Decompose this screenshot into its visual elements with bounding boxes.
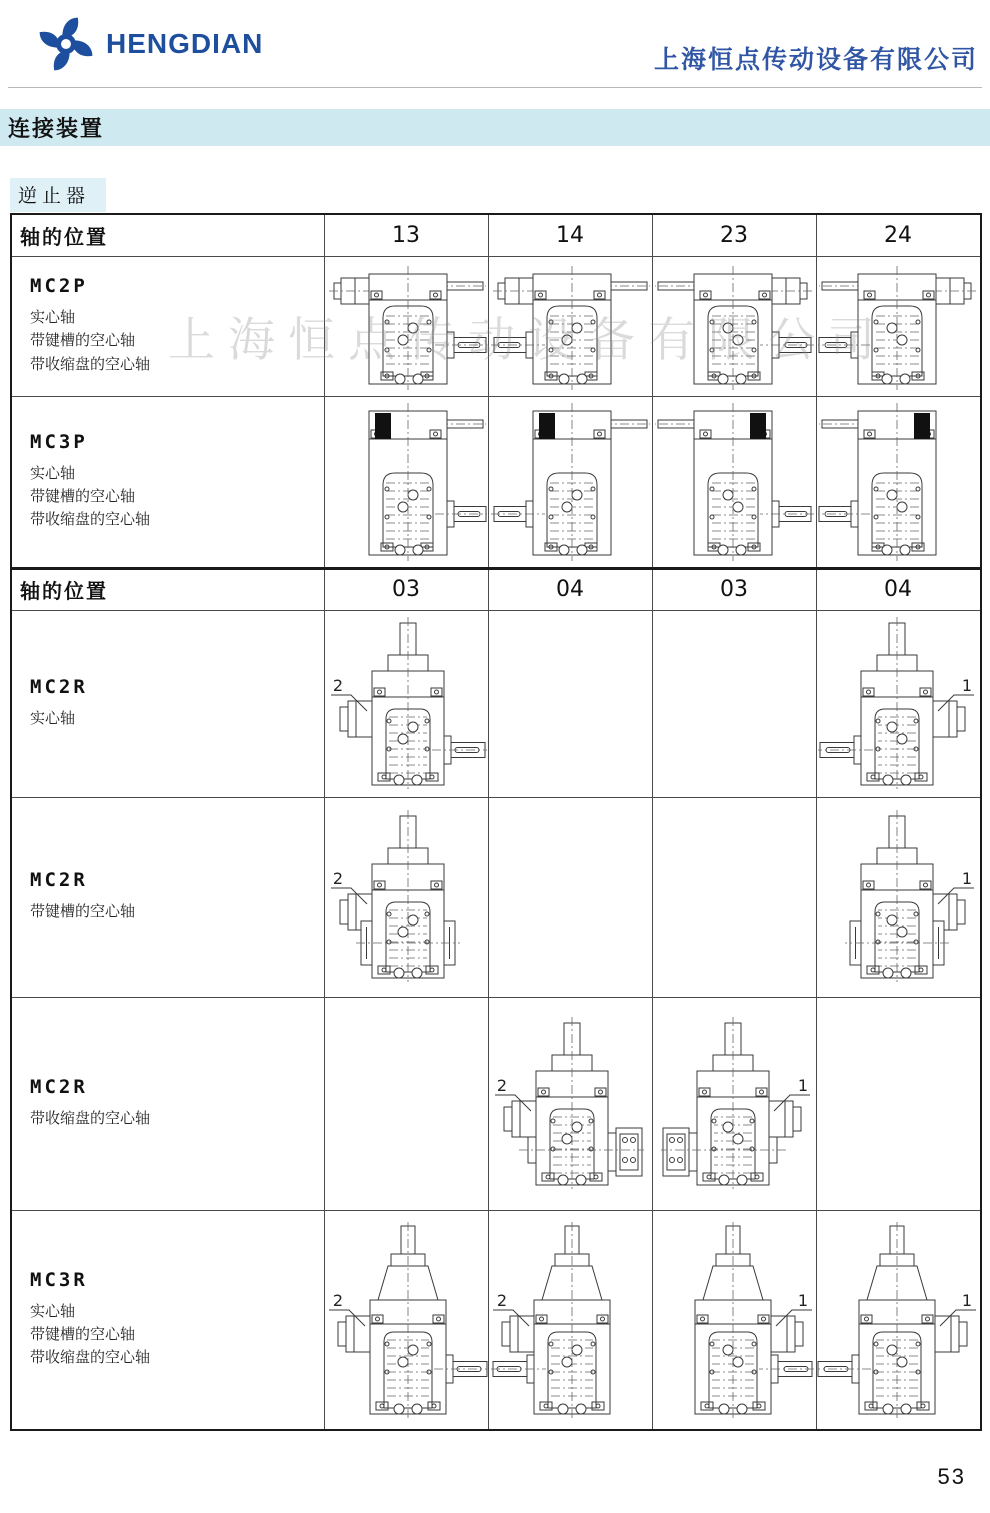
variant-label: 带键槽的空心轴 (30, 333, 136, 350)
drawing-cell (816, 610, 981, 797)
drawing-cell (324, 256, 488, 396)
section-title-bar (0, 109, 990, 146)
drawing-cell (652, 610, 816, 797)
position-code: 04 (488, 568, 652, 610)
axis-position-header: 轴的位置 (11, 568, 324, 610)
model-row (11, 797, 981, 997)
variant-label: 带键槽的空心轴 (30, 1327, 136, 1344)
model-name: MC2P (30, 275, 88, 298)
drawing-cell (652, 797, 816, 997)
gearbox-drawing (325, 1220, 488, 1420)
gearbox-drawing (653, 399, 816, 565)
drawing-cell (488, 997, 652, 1210)
callout-number: 1 (961, 1290, 972, 1310)
drawing-cell (488, 1210, 652, 1430)
gearbox-drawing (817, 258, 980, 394)
callout-number: 2 (496, 1075, 507, 1095)
variant-label: 带收缩盘的空心轴 (30, 1110, 151, 1127)
subsection-title: 逆止器 (10, 178, 106, 212)
gearbox-drawing (325, 615, 488, 793)
model-label-cell (11, 1210, 324, 1430)
brand-name: HENGDIAN (106, 28, 264, 59)
model-label-cell (11, 797, 324, 997)
position-code: 03 (324, 568, 488, 610)
variant-label: 实心轴 (30, 710, 76, 727)
position-code: 04 (816, 568, 981, 610)
callout-number: 1 (961, 675, 972, 695)
callout-number: 2 (332, 869, 343, 888)
drawing-cell (652, 1210, 816, 1430)
axis-position-header: 轴的位置 (11, 214, 324, 256)
model-label-cell (11, 997, 324, 1210)
variant-label: 带键槽的空心轴 (30, 904, 136, 921)
model-label-cell (11, 610, 324, 797)
drawing-cell (652, 256, 816, 396)
callout-number: 1 (961, 869, 972, 888)
gearbox-drawing (489, 1220, 652, 1420)
shaft-position-table-wrap (10, 213, 982, 1431)
drawing-cell (324, 610, 488, 797)
variant-label: 带收缩盘的空心轴 (30, 512, 151, 529)
drawing-cell (816, 797, 981, 997)
variant-label: 带收缩盘的空心轴 (30, 1350, 151, 1367)
position-code: 03 (652, 568, 816, 610)
model-name: MC3R (30, 1268, 88, 1291)
drawing-cell (816, 997, 981, 1210)
column-header-row (11, 568, 981, 610)
drawing-cell (488, 256, 652, 396)
drawing-cell (652, 997, 816, 1210)
variant-label: 实心轴 (30, 465, 76, 482)
page-header (0, 10, 990, 86)
column-header-row (11, 214, 981, 256)
section-title: 连接装置 (8, 116, 105, 141)
model-name: MC2R (30, 1075, 88, 1098)
callout-number: 2 (332, 1290, 343, 1310)
variant-label: 实心轴 (30, 1303, 76, 1320)
gearbox-drawing (325, 808, 488, 986)
gearbox-drawing (817, 1220, 980, 1420)
drawing-cell (324, 797, 488, 997)
model-name: MC2R (30, 869, 88, 892)
drawing-cell (324, 997, 488, 1210)
drawing-cell (488, 797, 652, 997)
model-row (11, 1210, 981, 1430)
drawing-cell (816, 1210, 981, 1430)
watermark-text: 上海恒点传动设备有限公司 (168, 315, 888, 367)
drawing-cell (816, 396, 981, 568)
position-code: 23 (652, 214, 816, 256)
model-row (11, 610, 981, 797)
model-row (11, 997, 981, 1210)
gearbox-drawing (817, 399, 980, 565)
model-name: MC3P (30, 430, 88, 453)
gearbox-drawing (653, 1220, 816, 1420)
model-name: MC2R (30, 675, 88, 698)
shaft-position-table (10, 213, 982, 1431)
gearbox-drawing (653, 258, 816, 394)
callout-number: 1 (797, 1075, 808, 1095)
position-code: 24 (816, 214, 981, 256)
model-label-cell (11, 396, 324, 568)
gearbox-drawing (817, 808, 980, 986)
page-number: 53 (937, 1464, 966, 1489)
position-code: 14 (488, 214, 652, 256)
drawing-cell (816, 256, 981, 396)
model-label-cell (11, 256, 324, 396)
variant-label: 带键槽的空心轴 (30, 488, 136, 505)
company-name: 上海恒点传动设备有限公司 (653, 47, 978, 74)
gearbox-drawing (325, 258, 488, 394)
gearbox-drawing (325, 399, 488, 565)
drawing-cell (324, 396, 488, 568)
model-row (11, 256, 981, 396)
gearbox-drawing (489, 399, 652, 565)
drawing-cell (488, 396, 652, 568)
model-row (11, 396, 981, 568)
variant-label: 带收缩盘的空心轴 (30, 356, 151, 373)
drawing-cell (324, 1210, 488, 1430)
header-divider (8, 87, 982, 88)
callout-number: 2 (496, 1290, 507, 1310)
gearbox-drawing (817, 615, 980, 793)
gearbox-drawing (653, 1015, 816, 1193)
callout-number: 1 (797, 1290, 808, 1310)
gearbox-drawing (489, 258, 652, 394)
logo (36, 12, 263, 76)
drawing-cell (652, 396, 816, 568)
drawing-cell (488, 610, 652, 797)
gearbox-drawing (489, 1015, 652, 1193)
variant-label: 实心轴 (30, 310, 76, 327)
position-code: 13 (324, 214, 488, 256)
callout-number: 2 (332, 675, 343, 695)
pinwheel-logo-icon (36, 12, 96, 76)
